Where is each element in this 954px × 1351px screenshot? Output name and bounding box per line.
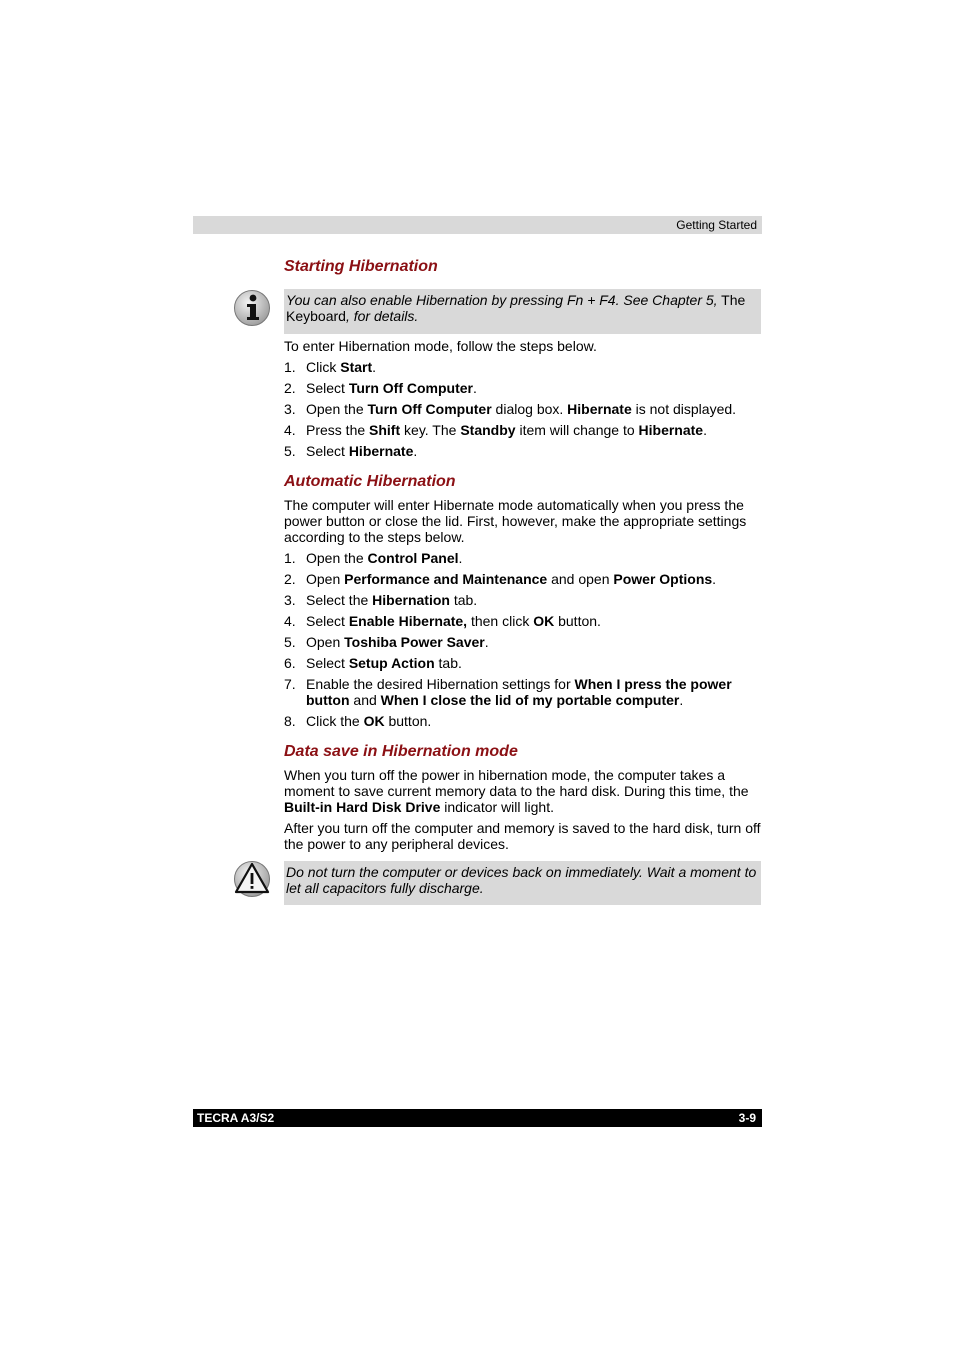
datasave-paragraph-2: After you turn off the computer and memory is saved to the hard disk, turn off the power to any peripheral devices.: [284, 820, 761, 852]
automatic-intro: The computer will enter Hibernate mode automatically when you press the power button or close the lid. First, however, make the appropriate settings according to the steps below.: [284, 497, 747, 545]
list-item: 4. Press the Shift key. The Standby item will change to Hibernate.: [284, 422, 707, 438]
caution-note: [284, 861, 761, 905]
running-footer: [193, 1109, 762, 1127]
automatic-steps-list: [284, 550, 761, 734]
note-italic-1: You can also enable Hibernation by pressing Fn + F4. See Chapter 5,: [286, 292, 718, 308]
list-item: 6. Select Setup Action tab.: [284, 655, 462, 671]
starting-steps-list: [284, 359, 761, 464]
list-item: 8. Click the OK button.: [284, 713, 432, 729]
warning-icon: [233, 860, 271, 898]
list-item: 7. Enable the desired Hibernation settings for When I press the power button and When I close the lid of my portable computer.: [284, 676, 732, 708]
footer-page-number: 3-9: [738, 1111, 756, 1125]
list-item: 1. Click Start.: [284, 359, 377, 375]
caution-text: Do not turn the computer or devices back on immediately. Wait a moment to let all capacitors fully discharge.: [286, 864, 757, 896]
list-item: 5. Select Hibernate.: [284, 443, 418, 459]
note-italic-2: , for details.: [345, 308, 419, 324]
list-item: 4. Select Enable Hibernate, then click OK button.: [284, 613, 601, 629]
running-header: [193, 216, 762, 234]
datasave-paragraph-1: When you turn off the power in hibernation mode, the computer takes a moment to save current memory data to the hard disk. During this time, the Built-in Hard Disk Drive indicator will light.: [284, 767, 749, 815]
info-icon: [233, 289, 271, 327]
list-item: 1. Open the Control Panel.: [284, 550, 463, 566]
footer-product: TECRA A3/S2: [197, 1111, 275, 1125]
note-plain: The Keyboard: [286, 292, 746, 324]
list-item: 2. Open Performance and Maintenance and open Power Options.: [284, 571, 717, 587]
heading-data-save: Data save in Hibernation mode: [284, 743, 518, 760]
list-item: 2. Select Turn Off Computer.: [284, 380, 477, 396]
list-item: 3. Open the Turn Off Computer dialog box. Hibernate is not displayed.: [284, 401, 737, 417]
heading-automatic-hibernation: Automatic Hibernation: [284, 473, 456, 490]
starting-intro: To enter Hibernation mode, follow the steps below.: [284, 338, 597, 354]
list-item: 5. Open Toshiba Power Saver.: [284, 634, 489, 650]
heading-starting-hibernation: Starting Hibernation: [284, 258, 438, 275]
header-section-title: Getting Started: [676, 218, 757, 232]
list-item: 3. Select the Hibernation tab.: [284, 592, 478, 608]
info-note: [284, 289, 761, 334]
